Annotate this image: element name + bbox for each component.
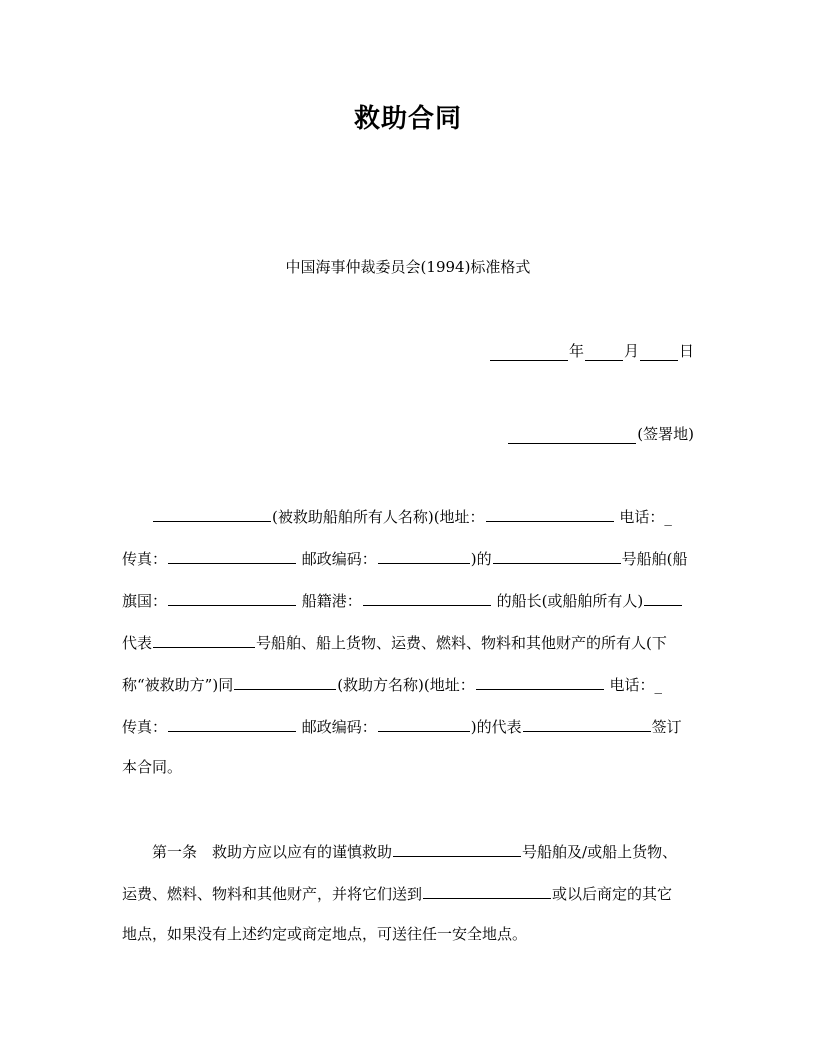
article-1-line-2-text-a: 运费、燃料、物料和其他财产，并将它们送到 (122, 885, 423, 903)
article-1-line-2 (122, 882, 672, 904)
month-label: 月 (623, 342, 639, 360)
document-subtitle: 中国海事仲裁委员会(1994)标准格式 (285, 258, 531, 276)
year-label: 年 (568, 342, 584, 360)
master-blank[interactable] (644, 589, 682, 606)
salvee-owner-name-blank[interactable] (153, 505, 271, 522)
port-of-registry-blank[interactable] (363, 589, 491, 606)
parties-line-5-text-b: (救助方名称)(地址： (337, 676, 475, 694)
parties-line-2-text-a: 传真： (122, 550, 168, 568)
date-line (489, 340, 694, 361)
parties-line-4 (122, 631, 667, 653)
parties-line-2 (122, 547, 688, 569)
parties-line-2-text-c: )的 (470, 550, 492, 568)
parties-line-1-text-b: 电话：_ (614, 508, 672, 526)
parties-line-6-text-b: 邮政编码： (297, 718, 377, 736)
salvor-address-blank[interactable] (476, 673, 604, 690)
parties-line-2-text-b: 邮政编码： (297, 550, 377, 568)
salvee-fax-blank[interactable] (168, 547, 296, 564)
parties-line-4-text-b: 号船舶、船上货物、运费、燃料、物料和其他财产的所有人(下 (256, 634, 667, 652)
salvor-postcode-blank[interactable] (378, 715, 470, 732)
parties-line-3-text-c: 的船长(或船舶所有人) (491, 592, 644, 610)
month-blank[interactable] (585, 344, 623, 361)
signing-place-line (507, 423, 694, 444)
parties-line-6 (122, 715, 682, 737)
article-1-line-1-text-b: 号船舶及/或船上货物、 (522, 843, 678, 861)
article-1-line-1-text-a: 第一条 救助方应以应有的谨慎救助 (152, 843, 393, 861)
parties-line-5 (122, 673, 662, 695)
article-1-line-3: 地点，如果没有上述约定或商定地点，可送往任一安全地点。 (122, 925, 528, 943)
day-blank[interactable] (640, 344, 678, 361)
parties-line-6-text-a: 传真： (122, 718, 168, 736)
destination-blank[interactable] (423, 882, 551, 899)
salvee-address-blank[interactable] (486, 505, 614, 522)
salvor-representative-blank[interactable] (523, 715, 651, 732)
day-label: 日 (678, 342, 694, 360)
parties-line-3-text-a: 旗国： (122, 592, 168, 610)
parties-line-2-text-d: 号船舶(船 (621, 550, 688, 568)
salvor-name-blank[interactable] (234, 673, 336, 690)
vessel-number-blank[interactable] (493, 547, 621, 564)
represented-vessel-blank[interactable] (153, 631, 255, 648)
article-1-line-1 (152, 840, 677, 862)
parties-line-1 (152, 505, 672, 527)
signing-place-label: (签署地) (637, 425, 694, 443)
parties-line-5-text-a: 称“被救助方”)同 (122, 676, 234, 694)
parties-line-5-text-c: 电话：_ (604, 676, 663, 694)
salvee-postcode-blank[interactable] (378, 547, 470, 564)
year-blank[interactable] (490, 344, 568, 361)
parties-line-4-text-a: 代表 (122, 634, 153, 652)
flag-state-blank[interactable] (168, 589, 296, 606)
parties-line-1-text-a: (被救助船舶所有人名称)(地址： (272, 508, 485, 526)
parties-line-7: 本合同。 (122, 758, 183, 776)
parties-line-3-text-b: 船籍港： (297, 592, 362, 610)
parties-line-3 (122, 589, 683, 611)
salvage-vessel-blank[interactable] (393, 840, 521, 857)
parties-line-6-text-c: )的代表 (470, 718, 522, 736)
document-title: 救助合同 (353, 104, 462, 134)
parties-line-6-text-d: 签订 (651, 718, 682, 736)
signing-place-blank[interactable] (508, 427, 636, 444)
salvor-fax-blank[interactable] (168, 715, 296, 732)
article-1-line-2-text-b: 或以后商定的其它 (552, 885, 673, 903)
